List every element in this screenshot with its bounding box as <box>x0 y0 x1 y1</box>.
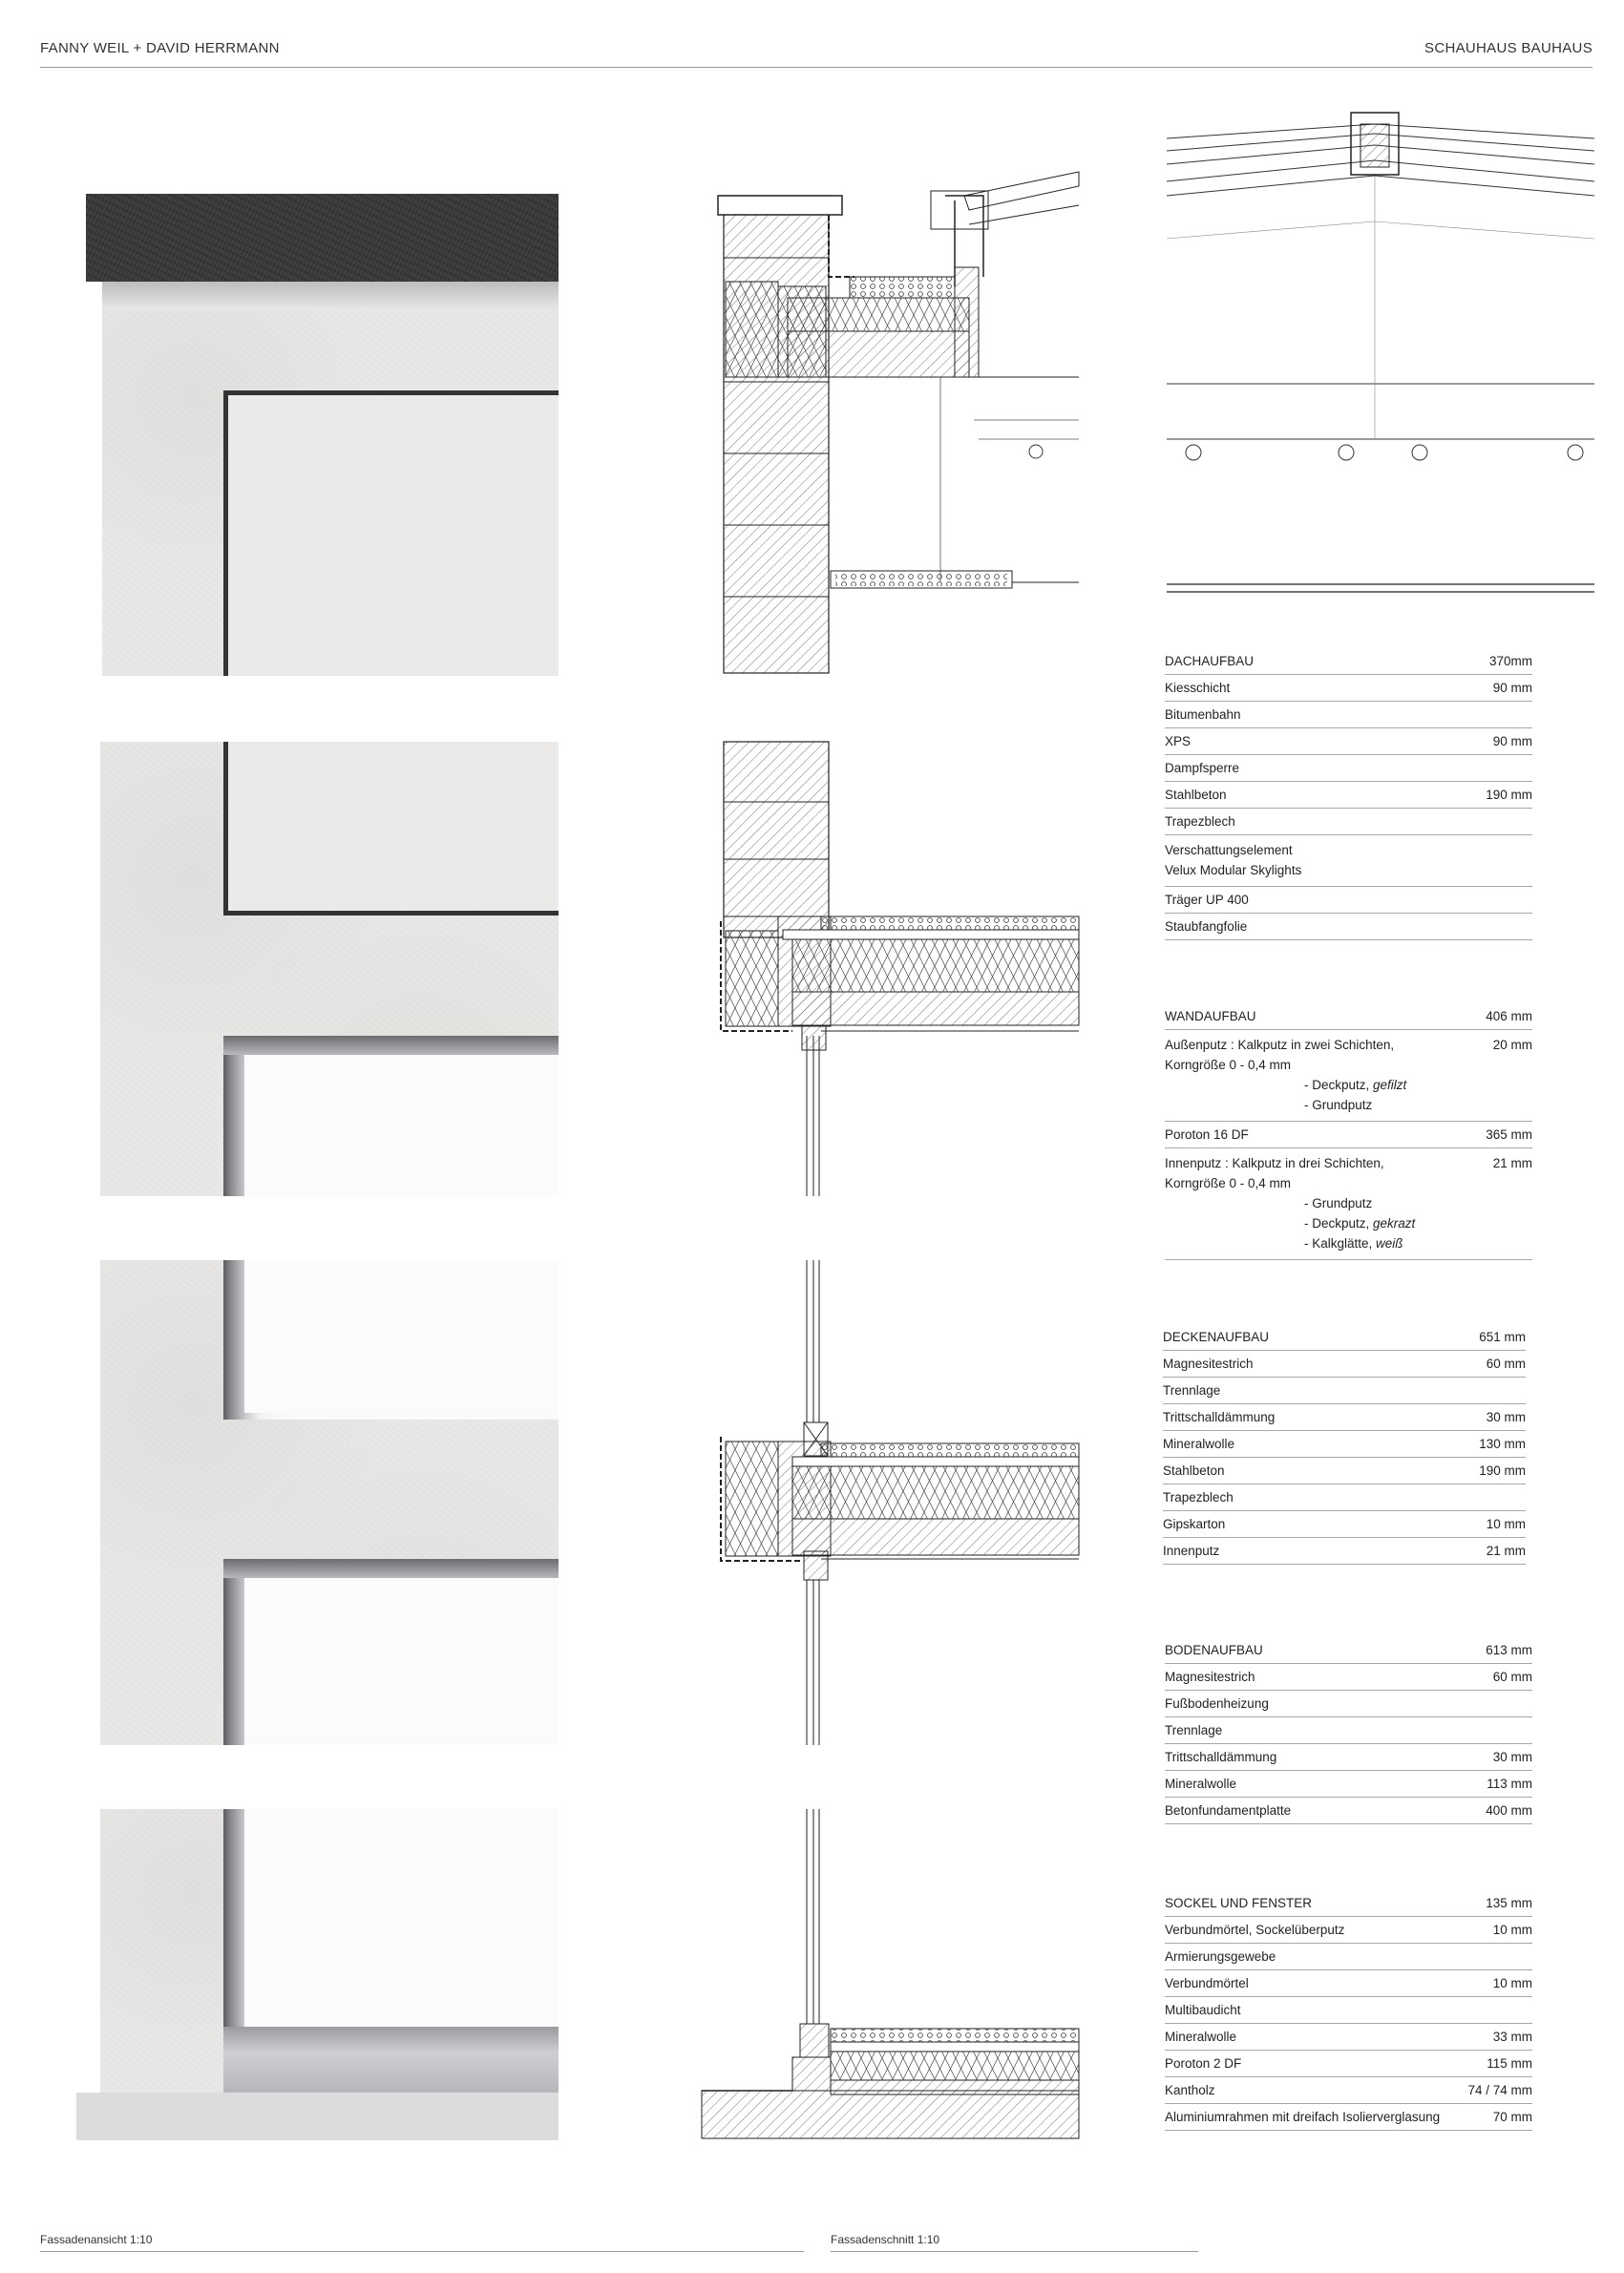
row-value: 21 mm <box>1492 1156 1532 1170</box>
row-label: Stahlbeton <box>1163 1463 1225 1478</box>
spec-row <box>1163 1484 1526 1511</box>
spec-wandaufbau <box>1165 1009 1532 1260</box>
row-label: Kantholz <box>1165 2083 1215 2097</box>
spec-row <box>1165 755 1532 782</box>
row-label: Träger UP 400 <box>1165 893 1249 907</box>
row-label: Innenputz : Kalkputz in drei Schichten, <box>1165 1156 1384 1170</box>
spec-row <box>1165 1917 1532 1944</box>
row-label: Mineralwolle <box>1165 2030 1237 2044</box>
spec-header <box>1163 1330 1526 1351</box>
row-value: 21 mm <box>1486 1544 1526 1558</box>
row-value: 70 mm <box>1492 2110 1532 2124</box>
spec-row <box>1165 2077 1532 2104</box>
row-value: 20 mm <box>1492 1038 1532 1052</box>
spec-title: BODENAUFBAU <box>1165 1643 1263 1657</box>
sub-italic: gefilzt <box>1373 1078 1407 1092</box>
spec-total: 370mm <box>1488 654 1532 668</box>
spec-total: 135 mm <box>1486 1896 1532 1910</box>
spec-row <box>1165 1944 1532 1970</box>
row-label: Mineralwolle <box>1165 1777 1237 1791</box>
spec-row <box>1165 2024 1532 2051</box>
spec-row <box>1165 782 1532 809</box>
section-window-head <box>721 742 1079 1196</box>
caption-rule-right <box>831 2251 1198 2252</box>
spec-row-poroton <box>1165 1122 1532 1148</box>
row-label: Aluminiumrahmen mit dreifach Isolierverglasung <box>1165 2110 1441 2124</box>
row-label: Magnesitestrich <box>1165 1670 1255 1684</box>
sub-text: - Deckputz, <box>1304 1078 1374 1092</box>
spec-row <box>1165 702 1532 728</box>
row-value: 130 mm <box>1479 1437 1526 1451</box>
row-label: Armierungsgewebe <box>1165 1949 1276 1964</box>
row-value: 30 mm <box>1492 1750 1532 1764</box>
skylight-elevation <box>1167 113 1594 592</box>
spec-header <box>1165 1009 1532 1030</box>
spec-row <box>1163 1538 1526 1565</box>
row-sub: - Grundputz <box>1304 1098 1373 1112</box>
row-label: Bitumenbahn <box>1165 707 1241 722</box>
spec-row-innenputz <box>1165 1148 1532 1260</box>
row-label-line2: Korngröße 0 - 0,4 mm <box>1165 1058 1292 1072</box>
row-value: 74 / 74 mm <box>1467 2083 1532 2097</box>
spec-title: DACHAUFBAU <box>1165 654 1255 668</box>
spec-row <box>1165 809 1532 835</box>
row-label <box>1165 840 1301 880</box>
spec-title: WANDAUFBAU <box>1165 1009 1256 1023</box>
row-value: 30 mm <box>1486 1410 1526 1424</box>
spec-row <box>1165 2104 1532 2131</box>
row-sub: - Grundputz <box>1304 1196 1373 1210</box>
row-label: Staubfangfolie <box>1165 919 1248 934</box>
spec-row <box>1165 1771 1532 1798</box>
row-label: Trennlage <box>1165 1723 1223 1737</box>
row-label: Trapezblech <box>1163 1490 1234 1505</box>
row-value: 60 mm <box>1486 1357 1526 1371</box>
row-value: 60 mm <box>1492 1670 1532 1684</box>
spec-title: SOCKEL UND FENSTER <box>1165 1896 1313 1910</box>
row-label: Betonfundamentplatte <box>1165 1803 1292 1818</box>
spec-row <box>1163 1458 1526 1484</box>
row-label: Kiesschicht <box>1165 681 1231 695</box>
row-value: 113 mm <box>1487 1777 1532 1791</box>
row-label: Fußbodenheizung <box>1165 1696 1269 1711</box>
spec-bodenaufbau <box>1165 1643 1532 1824</box>
sub-text: - Deckputz, <box>1304 1216 1374 1231</box>
spec-total: 406 mm <box>1486 1009 1532 1023</box>
sub-text: - Kalkglätte, <box>1304 1236 1377 1251</box>
row-label-line1: Verschattungselement <box>1165 843 1293 857</box>
spec-row <box>1165 1744 1532 1771</box>
row-label: Multibaudicht <box>1165 2003 1241 2017</box>
row-sub <box>1165 1213 1532 1233</box>
section-roof <box>718 172 1079 673</box>
row-value: 190 mm <box>1479 1463 1526 1478</box>
sub-italic: gekrazt <box>1373 1216 1416 1231</box>
row-value: 10 mm <box>1492 1923 1532 1937</box>
row-label-line2: Korngröße 0 - 0,4 mm <box>1165 1176 1292 1190</box>
row-value: 190 mm <box>1486 788 1532 802</box>
spec-row <box>1163 1351 1526 1378</box>
row-label: Außenputz : Kalkputz in zwei Schichten, <box>1165 1038 1395 1052</box>
spec-deckenaufbau <box>1163 1330 1526 1565</box>
row-value: 400 mm <box>1486 1803 1532 1818</box>
row-sub <box>1165 1075 1532 1095</box>
spec-row <box>1163 1404 1526 1431</box>
row-label: Poroton 16 DF <box>1165 1127 1249 1142</box>
row-value: 10 mm <box>1486 1517 1526 1531</box>
section-base <box>702 1809 1079 2138</box>
row-label: Trittschalldämmung <box>1165 1750 1277 1764</box>
row-label: Verbundmörtel, Sockelüberputz <box>1165 1923 1345 1937</box>
authors-header: FANNY WEIL + DAVID HERRMANN <box>40 40 280 56</box>
row-label: Mineralwolle <box>1163 1437 1235 1451</box>
spec-row <box>1165 2051 1532 2077</box>
caption-fassadenschnitt: Fassadenschnitt 1:10 <box>831 2233 940 2246</box>
spec-header <box>1165 1643 1532 1664</box>
row-value: 115 mm <box>1487 2056 1532 2071</box>
spec-row <box>1165 1664 1532 1691</box>
spec-row <box>1165 1997 1532 2024</box>
spec-row-aussenputz <box>1165 1030 1532 1122</box>
spec-row <box>1165 1798 1532 1824</box>
row-label: Trennlage <box>1163 1383 1221 1398</box>
spec-row <box>1165 675 1532 702</box>
row-label: Dampfsperre <box>1165 761 1240 775</box>
spec-row <box>1165 728 1532 755</box>
row-value: 33 mm <box>1492 2030 1532 2044</box>
row-label: Magnesitestrich <box>1163 1357 1254 1371</box>
spec-row <box>1163 1431 1526 1458</box>
row-label: Trapezblech <box>1165 814 1235 829</box>
spec-row <box>1165 914 1532 940</box>
row-label: Trittschalldämmung <box>1163 1410 1276 1424</box>
row-sub <box>1165 1233 1532 1253</box>
row-label: Gipskarton <box>1163 1517 1226 1531</box>
spec-dachaufbau <box>1165 654 1532 940</box>
caption-rule-left <box>40 2251 804 2252</box>
spec-total: 651 mm <box>1479 1330 1526 1344</box>
spec-row <box>1165 1970 1532 1997</box>
row-value: 365 mm <box>1486 1127 1532 1142</box>
spec-row <box>1165 835 1532 887</box>
row-value: 90 mm <box>1492 681 1532 695</box>
caption-fassadenansicht: Fassadenansicht 1:10 <box>40 2233 153 2246</box>
spec-row <box>1163 1378 1526 1404</box>
row-label: Verbundmörtel <box>1165 1976 1249 1990</box>
row-label: Innenputz <box>1163 1544 1220 1558</box>
spec-row <box>1163 1511 1526 1538</box>
row-value: 90 mm <box>1492 734 1532 748</box>
spec-title: DECKENAUFBAU <box>1163 1330 1270 1344</box>
spec-total: 613 mm <box>1486 1643 1532 1657</box>
row-label-line2: Velux Modular Skylights <box>1165 863 1302 877</box>
row-label: XPS <box>1165 734 1192 748</box>
spec-sockel-fenster <box>1165 1896 1532 2131</box>
sub-italic: weiß <box>1376 1236 1403 1251</box>
spec-row <box>1165 887 1532 914</box>
spec-row <box>1165 1691 1532 1717</box>
section-intermediate-floor <box>721 1260 1079 1745</box>
spec-header <box>1165 1896 1532 1917</box>
row-label: Poroton 2 DF <box>1165 2056 1242 2071</box>
project-header: SCHAUHAUS BAUHAUS <box>1424 40 1592 56</box>
spec-header <box>1165 654 1532 675</box>
spec-row <box>1165 1717 1532 1744</box>
row-value: 10 mm <box>1492 1976 1532 1990</box>
row-label: Stahlbeton <box>1165 788 1227 802</box>
